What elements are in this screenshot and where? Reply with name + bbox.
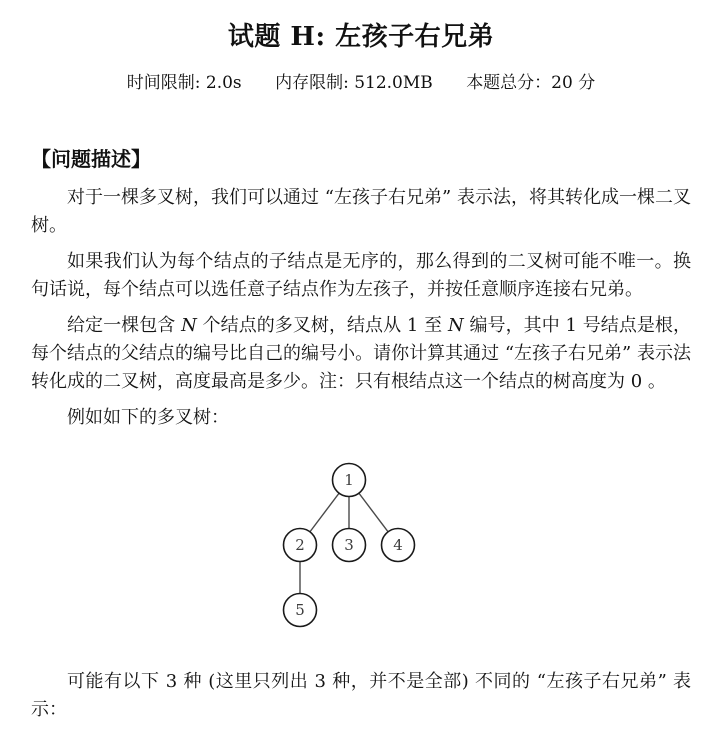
variable-n: N <box>447 315 464 336</box>
paragraph-5: 可能有以下 3 种 (这里只列出 3 种，并不是全部) 不同的 “左孩子右兄弟” 表示： <box>31 671 691 720</box>
paragraph-3-text: 个结点的多叉树，结点从 1 至 <box>196 315 448 336</box>
tree-node-2-label: 2 <box>295 536 305 554</box>
paragraph-3-text: 给定一棵包含 <box>67 315 182 336</box>
time-limit: 时间限制: 2.0s <box>126 73 242 93</box>
section-heading-problem-description: 【问题描述】 <box>31 147 151 171</box>
tree-node-1-label: 1 <box>344 471 354 489</box>
tree-node-4-label: 4 <box>393 536 403 554</box>
paragraph-3-text: 编号，其中 1 号结点是根，每个结点的父结点的编号比自己的编号小。请你计算其通过 “左孩子右兄弟” 表示法转化成的二叉树，高度最高是多少。注：只有根结点这一个结点的树高度为 0 。 <box>31 315 691 392</box>
paragraph-4: 例如如下的多叉树： <box>67 407 229 428</box>
paragraph-1: 对于一棵多叉树，我们可以通过 “左孩子右兄弟” 表示法，将其转化成一棵二叉树。 <box>31 187 691 236</box>
problem-limits-row <box>31 68 691 93</box>
tree-node-5-label: 5 <box>295 601 305 619</box>
problem-title: 试题 H: 左孩子右兄弟 <box>227 22 495 52</box>
paragraph-3 <box>31 312 691 396</box>
memory-limit: 内存限制: 512.0MB <box>275 73 433 93</box>
total-score: 本题总分：20 分 <box>466 73 596 93</box>
multiway-tree-figure <box>282 462 416 628</box>
document-body <box>0 16 722 724</box>
variable-n: N <box>181 315 197 336</box>
paragraph-2: 如果我们认为每个结点的子结点是无序的，那么得到的二叉树可能不唯一。换句话说，每个结点可以选任意子结点作为左孩子，并按任意顺序连接右兄弟。 <box>31 251 691 300</box>
tree-node-3-label: 3 <box>344 536 354 554</box>
